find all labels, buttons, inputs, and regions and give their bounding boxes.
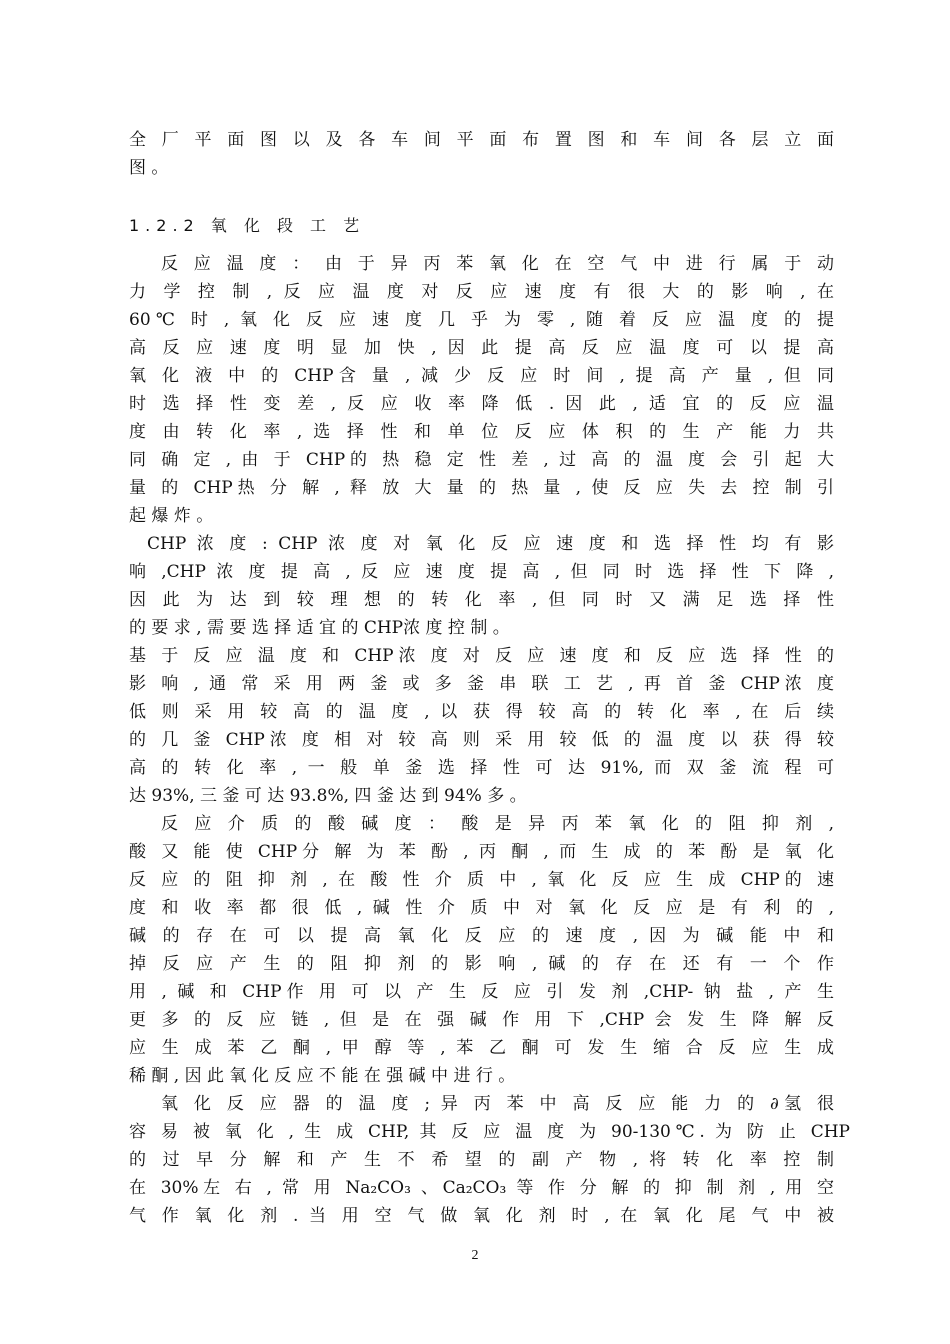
text-line: 用 , 碱 和 CHP作 用 可 以 产 生 反 应 引 发 剂 ,CHP- 钠 盐 , 产 生 bbox=[129, 982, 834, 1002]
text-line: 因 此 为 达 到 较 理 想 的 转 化 率 , 但 同 时 又 满 足 选 择 性 bbox=[129, 590, 834, 610]
text-line: 的 过 早 分 解 和 产 生 不 希 望 的 副 产 物 , 将 转 化 率 控 制 bbox=[129, 1150, 834, 1170]
text-line: 容 易 被 氧 化 , 生 成 CHP, 其 反 应 温 度 为 90-130℃. 为 防 止 CHP bbox=[129, 1122, 850, 1142]
text-line: 全 厂 平 面 图 以 及 各 车 间 平 面 布 置 图 和 车 间 各 层 立 面 bbox=[129, 130, 834, 150]
text-line: 的 几 釜 CHP浓 度 相 对 较 高 则 采 用 较 低 的 温 度 以 获 得 较 bbox=[129, 730, 834, 750]
text-line: 响 ,CHP 浓 度 提 高 , 反 应 速 度 提 高 , 但 同 时 选 择 性 下 降 , bbox=[129, 562, 834, 582]
text-line: 稀 酮 , 因 此 氧 化 反 应 不 能 在 强 碱 中 进 行 。 bbox=[129, 1066, 516, 1086]
text-line: 反 应 的 阻 抑 剂 , 在 酸 性 介 质 中 , 氧 化 反 应 生 成 CHP的 速 bbox=[129, 870, 834, 890]
text-line: 氧 化 液 中 的 CHP含 量 , 减 少 反 应 时 间 , 提 高 产 量 , 但 同 bbox=[129, 366, 834, 386]
text-line: 60℃ 时 , 氧 化 反 应 速 度 几 乎 为 零 , 随 着 反 应 温 度 的 提 bbox=[129, 310, 834, 330]
text-line: 反 应 温 度 ： 由 于 异 丙 苯 氧 化 在 空 气 中 进 行 属 于 动 bbox=[161, 254, 834, 274]
text-line: 氧 化 反 应 器 的 温 度 ; 异 丙 苯 中 高 反 应 能 力 的 ∂氢 很 bbox=[161, 1094, 834, 1114]
text-line: 影 响 , 通 常 采 用 两 釜 或 多 釜 串 联 工 艺 , 再 首 釜 CHP浓 度 bbox=[129, 674, 834, 694]
text-line: 度 和 收 率 都 很 低 , 碱 性 介 质 中 对 氧 化 反 应 是 有 利 的 , bbox=[129, 898, 834, 918]
text-line: 基 于 反 应 温 度 和 CHP浓 度 对 反 应 速 度 和 反 应 选 择 性 的 bbox=[129, 646, 834, 666]
text-line: 图 。 bbox=[129, 158, 169, 178]
text-line: 起 爆 炸 。 bbox=[129, 506, 214, 526]
text-line: 应 生 成 苯 乙 酮 , 甲 醇 等 , 苯 乙 酮 可 发 生 缩 合 反 应 生 成 bbox=[129, 1038, 834, 1058]
text-line: 反 应 介 质 的 酸 碱 度 ： 酸 是 异 丙 苯 氧 化 的 阻 抑 剂 , bbox=[161, 814, 834, 834]
text-line: 更 多 的 反 应 链 , 但 是 在 强 碱 作 用 下 ,CHP 会 发 生 降 解 反 bbox=[129, 1010, 834, 1030]
text-line: CHP 浓 度 : CHP 浓 度 对 氧 化 反 应 速 度 和 选 择 性 均 有 影 bbox=[147, 534, 834, 554]
text-line: 高 反 应 速 度 明 显 加 快 , 因 此 提 高 反 应 温 度 可 以 提 高 bbox=[129, 338, 834, 358]
text-line: 力 学 控 制 , 反 应 温 度 对 反 应 速 度 有 很 大 的 影 响 , 在 bbox=[129, 282, 834, 302]
text-line: 气 作 氧 化 剂 . 当 用 空 气 做 氧 化 剂 时 , 在 氧 化 尾 气 中 被 bbox=[129, 1206, 834, 1226]
text-line: 高 的 转 化 率 , 一 般 单 釜 选 择 性 可 达 91%, 而 双 釜 流 程 可 bbox=[129, 758, 834, 778]
text-line: 达 93%, 三 釜 可 达 93.8%, 四 釜 达 到 94% 多 。 bbox=[129, 786, 527, 806]
text-line: 的 要 求 , 需 要 选 择 适 宜 的 CHP浓 度 控 制 。 bbox=[129, 618, 510, 638]
text-line: 掉 反 应 产 生 的 阻 抑 剂 的 影 响 , 碱 的 存 在 还 有 一 个 作 bbox=[129, 954, 834, 974]
text-line: 同 确 定 , 由 于 CHP的 热 稳 定 性 差 , 过 高 的 温 度 会 引 起 大 bbox=[129, 450, 834, 470]
page-number: 2 bbox=[471, 1248, 479, 1263]
text-line: 低 则 采 用 较 高 的 温 度 , 以 获 得 较 高 的 转 化 率 , 在 后 续 bbox=[129, 702, 834, 722]
text-line: 在 30%左 右 , 常 用 Na₂CO₃ 、Ca₂CO₃ 等 作 分 解 的 抑 制 剂 , 用 空 bbox=[129, 1178, 834, 1198]
text-line: 时 选 择 性 变 差 , 反 应 收 率 降 低 . 因 此 , 适 宜 的 反 应 温 bbox=[129, 394, 834, 414]
text-line: 碱 的 存 在 可 以 提 高 氧 化 反 应 的 速 度 , 因 为 碱 能 中 和 bbox=[129, 926, 834, 946]
text-line: 酸 又 能 使 CHP分 解 为 苯 酚 , 丙 酮 , 而 生 成 的 苯 酚 是 氧 化 bbox=[129, 842, 834, 862]
section-heading: 1.2.2 氧 化 段 工 艺 bbox=[129, 216, 366, 235]
text-line: 量 的 CHP热 分 解 , 释 放 大 量 的 热 量 , 使 反 应 失 去 控 制 引 bbox=[129, 478, 834, 498]
text-line: 度 由 转 化 率 , 选 择 性 和 单 位 反 应 体 积 的 生 产 能 力 共 bbox=[129, 422, 834, 442]
